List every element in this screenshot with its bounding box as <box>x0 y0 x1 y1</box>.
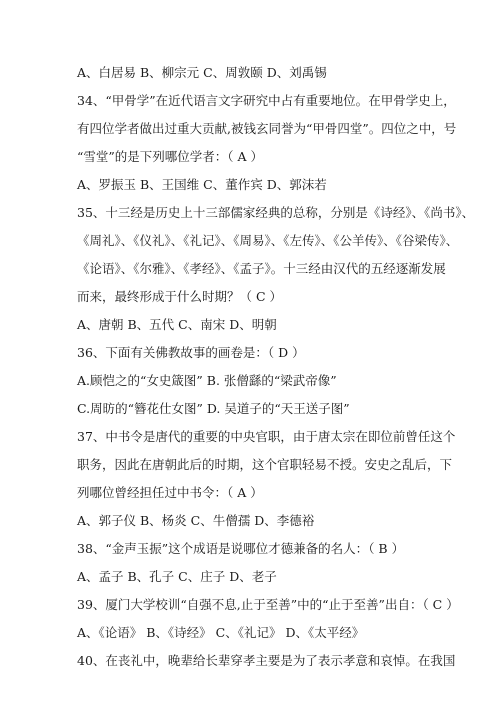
question-36: 36、下面有关佛教故事的画卷是：（ D ） <box>77 345 305 360</box>
question-40-line-1: 40、在丧礼中，晚辈给长辈穿孝主要是为了表示孝意和哀悼。在我国 <box>77 653 456 668</box>
question-34-line-2: 有四位学者做出过重大贡献,被钱玄同誉为“甲骨四堂”。四位之中，号 <box>77 121 457 136</box>
answer-options-33: A、白居易 B、柳宗元 C、周敦颐 D、刘禹锡 <box>77 65 327 80</box>
question-37-line-1: 37、中书令是唐代的重要的中央官职，由于唐太宗在即位前曾任这个 <box>77 429 456 444</box>
answer-options-35: A、唐朝 B、五代 C、南宋 D、明朝 <box>77 317 277 332</box>
question-38: 38、“金声玉振”这个成语是说哪位才德兼备的名人：（ B ） <box>77 541 405 556</box>
question-37-line-3: 列哪位曾经担任过中书令：（ A ） <box>77 485 263 500</box>
answer-options-38: A、孟子 B、孔子 C、庄子 D、老子 <box>77 569 277 584</box>
answer-options-34: A、罗振玉 B、王国维 C、董作宾 D、郭沫若 <box>77 177 327 192</box>
question-34-line-1: 34、“甲骨学”在近代语言文字研究中占有重要地位。在甲骨学史上， <box>77 93 456 108</box>
question-35-line-3: 《论语》、《尔雅》、《孝经》、《孟子》。十三经由汉代的五经逐渐发展 <box>77 261 446 276</box>
question-35-line-2: 《周礼》、《仪礼》、《礼记》、《周易》、《左传》、《公羊传》、《谷梁传》、 <box>77 233 459 248</box>
question-35-line-4: 而来，最终形成于什么时期？（ C ） <box>77 289 283 304</box>
question-34-line-3: “雪堂”的是下列哪位学者：（ A ） <box>77 149 264 164</box>
answer-options-39: A、《论语》 B、《诗经》 C、《礼记》 D、《太平经》 <box>77 625 365 640</box>
question-39: 39、厦门大学校训“自强不息,止于至善”中的“止于至善”出自：（ C ） <box>77 597 459 612</box>
answer-options-36-cd: C.周昉的“簪花仕女图” D. 吴道子的“天王送子图” <box>77 401 350 416</box>
answer-options-37: A、郭子仪 B、杨炎 C、牛僧孺 D、李德裕 <box>77 513 315 528</box>
answer-options-36-ab: A.顾恺之的“女史箴图” B. 张僧繇的“梁武帝像” <box>77 373 337 388</box>
question-35-line-1: 35、十三经是历史上十三部儒家经典的总称，分别是《诗经》、《尚书》、 <box>77 205 475 220</box>
question-37-line-2: 职务，因此在唐朝此后的时期，这个官职轻易不授。安史之乱后，下 <box>77 457 453 472</box>
